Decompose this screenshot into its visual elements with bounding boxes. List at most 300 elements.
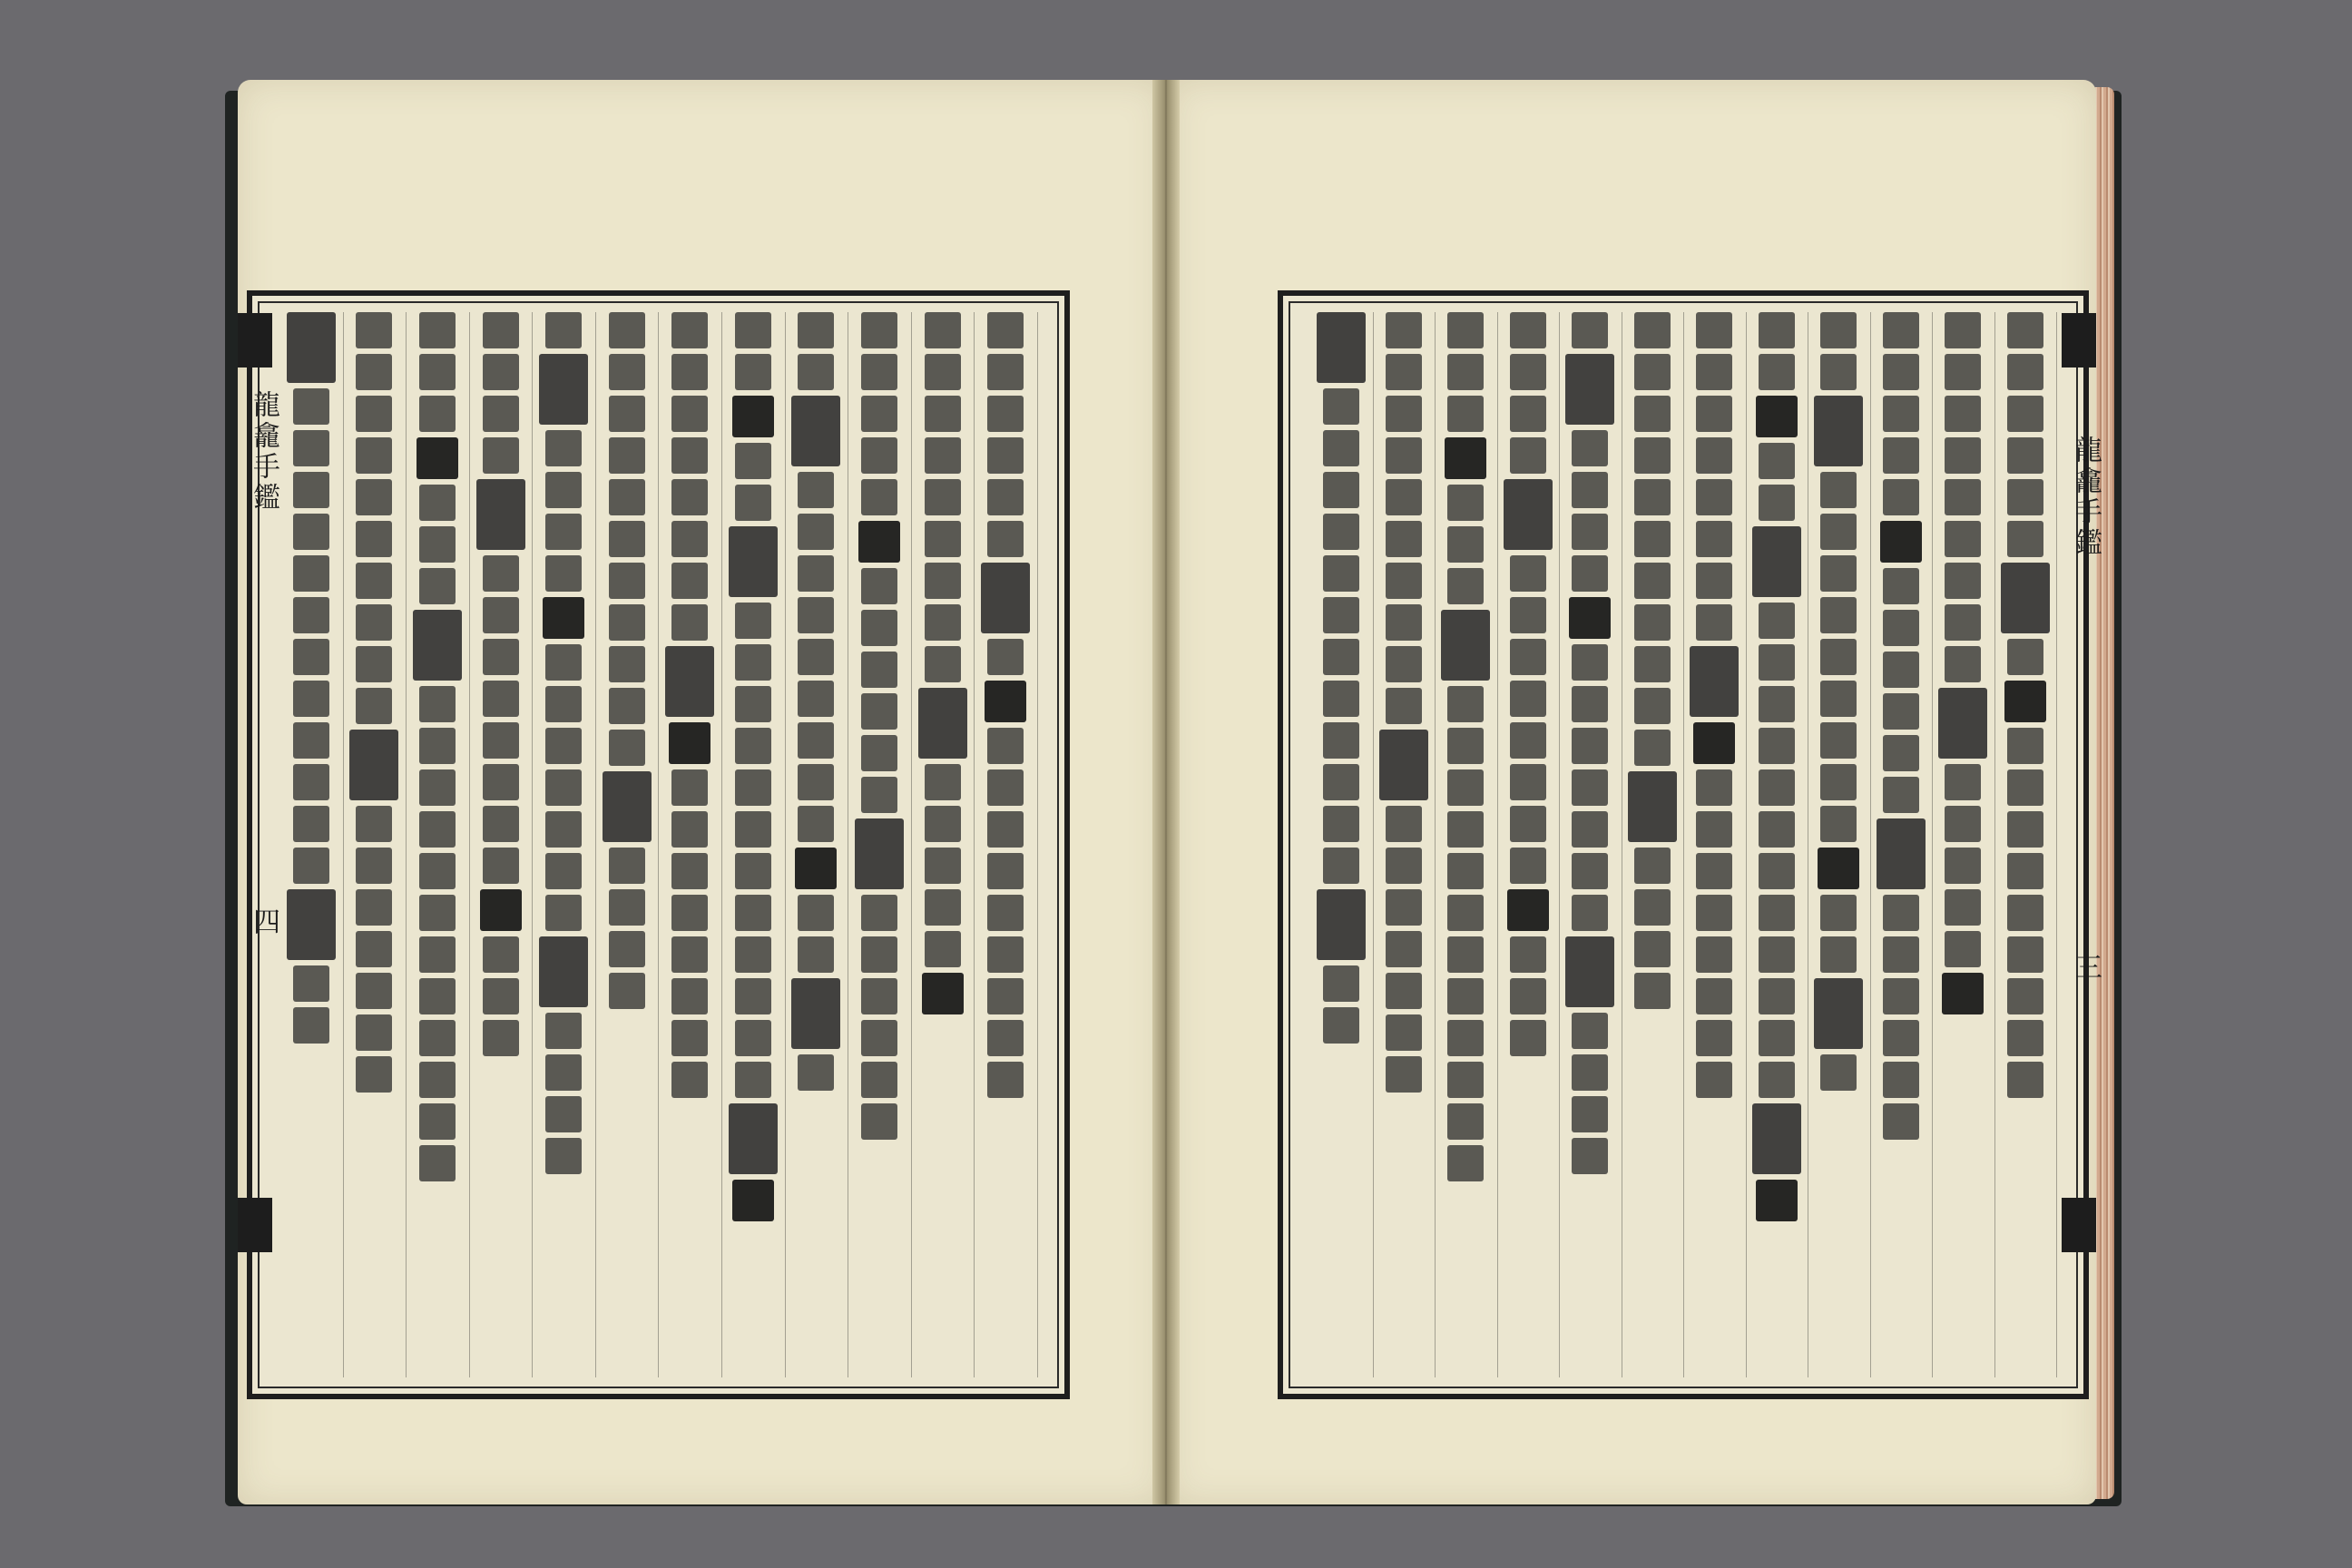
glyph-block (1759, 728, 1795, 764)
glyph-block (925, 646, 961, 682)
glyph-block (1634, 848, 1671, 884)
glyph-block (293, 1007, 329, 1044)
glyph-block (539, 354, 588, 425)
glyph-block (349, 730, 398, 800)
glyph-block (918, 688, 967, 759)
glyph-block (483, 848, 519, 884)
text-column (848, 312, 912, 1377)
glyph-block (293, 806, 329, 842)
glyph-block (356, 354, 392, 390)
glyph-block (1510, 936, 1546, 973)
glyph-block (293, 597, 329, 633)
glyph-block (1447, 1020, 1484, 1056)
glyph-block (419, 895, 456, 931)
glyph-block (1883, 1020, 1919, 1056)
glyph-block (861, 568, 897, 604)
glyph-block (798, 555, 834, 592)
text-column (974, 312, 1038, 1377)
glyph-block (419, 1020, 456, 1056)
glyph-block (416, 437, 458, 479)
right-margin-title: 龍龕手鑑 (2070, 436, 2102, 559)
left-fishtail-top (238, 313, 272, 368)
glyph-block (1507, 889, 1549, 931)
glyph-block (1572, 472, 1608, 508)
glyph-block (2001, 563, 2050, 633)
glyph-block (732, 396, 774, 437)
glyph-block (732, 1180, 774, 1221)
glyph-block (1447, 978, 1484, 1014)
glyph-block (609, 604, 645, 641)
glyph-block (798, 597, 834, 633)
glyph-block (1696, 1062, 1732, 1098)
glyph-block (2007, 396, 2043, 432)
glyph-block (987, 895, 1024, 931)
glyph-block (1945, 563, 1981, 599)
glyph-block (1820, 312, 1857, 348)
glyph-block (1696, 479, 1732, 515)
glyph-block (735, 769, 771, 806)
glyph-block (609, 730, 645, 766)
glyph-block (671, 521, 708, 557)
glyph-block (1634, 646, 1671, 682)
glyph-block (1634, 354, 1671, 390)
glyph-block (671, 479, 708, 515)
text-column (1808, 312, 1871, 1377)
glyph-block (1820, 639, 1857, 675)
glyph-block (1441, 610, 1490, 681)
glyph-block (735, 853, 771, 889)
glyph-block (1759, 686, 1795, 722)
glyph-block (1323, 965, 1359, 1002)
glyph-block (1945, 479, 1981, 515)
glyph-block (925, 312, 961, 348)
glyph-block (1510, 396, 1546, 432)
glyph-block (419, 978, 456, 1014)
glyph-block (925, 521, 961, 557)
glyph-block (356, 437, 392, 474)
glyph-block (545, 811, 582, 848)
glyph-block (1696, 604, 1732, 641)
text-column (1497, 312, 1561, 1377)
glyph-block (671, 811, 708, 848)
glyph-block (609, 521, 645, 557)
glyph-block (356, 1014, 392, 1051)
glyph-block (545, 686, 582, 722)
glyph-block (1696, 978, 1732, 1014)
glyph-block (1510, 806, 1546, 842)
glyph-block (925, 437, 961, 474)
glyph-block (1323, 514, 1359, 550)
glyph-block (545, 1013, 582, 1049)
glyph-block (1510, 978, 1546, 1014)
glyph-block (671, 978, 708, 1014)
glyph-block (483, 681, 519, 717)
glyph-block (1447, 769, 1484, 806)
glyph-block (1945, 646, 1981, 682)
glyph-block (1386, 604, 1422, 641)
glyph-block (1379, 730, 1428, 800)
glyph-block (1690, 646, 1739, 717)
glyph-block (1386, 806, 1422, 842)
glyph-block (293, 639, 329, 675)
glyph-block (293, 430, 329, 466)
glyph-block (1323, 1007, 1359, 1044)
glyph-block (483, 936, 519, 973)
glyph-block (2007, 354, 2043, 390)
glyph-block (483, 1020, 519, 1056)
glyph-block (671, 936, 708, 973)
glyph-block (1317, 312, 1366, 383)
right-text-frame (1278, 290, 2089, 1399)
glyph-block (1759, 1062, 1795, 1098)
glyph-block (1572, 430, 1608, 466)
glyph-block (1759, 443, 1795, 479)
right-margin-page-number: 三 (2070, 953, 2102, 984)
glyph-block (1569, 597, 1611, 639)
glyph-block (293, 555, 329, 592)
glyph-block (1945, 396, 1981, 432)
glyph-block (1572, 728, 1608, 764)
glyph-block (419, 686, 456, 722)
text-column (1559, 312, 1622, 1377)
glyph-block (287, 889, 336, 960)
glyph-block (1883, 568, 1919, 604)
glyph-block (293, 388, 329, 425)
glyph-block (1386, 1014, 1422, 1051)
glyph-block (293, 965, 329, 1002)
glyph-block (545, 312, 582, 348)
glyph-block (1386, 646, 1422, 682)
glyph-block (1386, 1056, 1422, 1093)
glyph-block (609, 688, 645, 724)
glyph-block (293, 472, 329, 508)
glyph-block (356, 604, 392, 641)
glyph-block (1572, 1096, 1608, 1132)
glyph-block (1565, 936, 1614, 1007)
glyph-block (1696, 895, 1732, 931)
glyph-block (671, 1020, 708, 1056)
right-fishtail-bottom (2062, 1198, 2096, 1252)
glyph-block (545, 1054, 582, 1091)
glyph-block (987, 728, 1024, 764)
glyph-block (1696, 1020, 1732, 1056)
glyph-block (1820, 895, 1857, 931)
glyph-block (1883, 1103, 1919, 1140)
glyph-block (925, 889, 961, 926)
glyph-block (609, 646, 645, 682)
glyph-block (1634, 437, 1671, 474)
glyph-block (985, 681, 1026, 722)
glyph-block (419, 396, 456, 432)
glyph-block (671, 1062, 708, 1098)
glyph-block (1386, 312, 1422, 348)
glyph-block (795, 848, 837, 889)
glyph-block (925, 764, 961, 800)
glyph-block (1510, 555, 1546, 592)
glyph-block (1634, 312, 1671, 348)
glyph-block (1883, 396, 1919, 432)
glyph-block (791, 978, 840, 1049)
glyph-block (1323, 639, 1359, 675)
glyph-block (1759, 895, 1795, 931)
glyph-block (735, 443, 771, 479)
glyph-block (609, 563, 645, 599)
glyph-block (1883, 777, 1919, 813)
glyph-block (2007, 639, 2043, 675)
glyph-block (545, 472, 582, 508)
glyph-block (419, 568, 456, 604)
glyph-block (1572, 686, 1608, 722)
glyph-block (861, 396, 897, 432)
glyph-block (1386, 973, 1422, 1009)
glyph-block (2007, 1020, 2043, 1056)
glyph-block (1447, 1062, 1484, 1098)
glyph-block (1883, 735, 1919, 771)
glyph-block (1572, 644, 1608, 681)
glyph-block (861, 1062, 897, 1098)
glyph-block (735, 686, 771, 722)
glyph-block (1323, 764, 1359, 800)
glyph-block (1572, 1013, 1608, 1049)
glyph-block (798, 1054, 834, 1091)
glyph-block (1447, 811, 1484, 848)
glyph-block (476, 479, 525, 550)
glyph-block (1504, 479, 1553, 550)
glyph-block (1447, 312, 1484, 348)
glyph-block (1759, 644, 1795, 681)
left-margin-title: 龍龕手鑑 (248, 390, 279, 514)
glyph-block (1323, 681, 1359, 717)
glyph-block (1634, 889, 1671, 926)
text-column (343, 312, 407, 1377)
glyph-block (2007, 728, 2043, 764)
glyph-block (419, 1145, 456, 1181)
glyph-block (671, 895, 708, 931)
glyph-block (2007, 1062, 2043, 1098)
glyph-block (798, 472, 834, 508)
glyph-block (356, 396, 392, 432)
glyph-block (1510, 639, 1546, 675)
glyph-block (735, 1062, 771, 1098)
glyph-block (1696, 936, 1732, 973)
glyph-block (1759, 485, 1795, 521)
glyph-block (671, 312, 708, 348)
glyph-block (609, 354, 645, 390)
glyph-block (1634, 396, 1671, 432)
glyph-block (1323, 848, 1359, 884)
glyph-block (1323, 430, 1359, 466)
glyph-block (1696, 354, 1732, 390)
glyph-block (2007, 312, 2043, 348)
glyph-block (609, 931, 645, 967)
glyph-block (1386, 688, 1422, 724)
glyph-block (1883, 936, 1919, 973)
glyph-block (1323, 555, 1359, 592)
glyph-block (861, 895, 897, 931)
glyph-block (1572, 1138, 1608, 1174)
glyph-block (483, 312, 519, 348)
glyph-block (1820, 514, 1857, 550)
glyph-block (483, 978, 519, 1014)
glyph-block (356, 312, 392, 348)
glyph-block (545, 555, 582, 592)
glyph-block (1510, 597, 1546, 633)
left-margin-page-number: 四 (248, 907, 279, 938)
text-column (911, 312, 975, 1377)
glyph-block (1696, 396, 1732, 432)
glyph-block (609, 396, 645, 432)
glyph-block (1634, 563, 1671, 599)
glyph-block (987, 639, 1024, 675)
glyph-block (1572, 312, 1608, 348)
glyph-block (1820, 722, 1857, 759)
glyph-block (987, 396, 1024, 432)
glyph-block (1386, 396, 1422, 432)
glyph-block (1693, 722, 1735, 764)
glyph-block (798, 681, 834, 717)
glyph-block (1317, 889, 1366, 960)
text-column (1683, 312, 1747, 1377)
glyph-block (2007, 853, 2043, 889)
glyph-block (1752, 1103, 1801, 1174)
glyph-block (1634, 688, 1671, 724)
glyph-block (861, 354, 897, 390)
glyph-block (671, 769, 708, 806)
glyph-block (1447, 686, 1484, 722)
glyph-block (545, 644, 582, 681)
glyph-block (861, 479, 897, 515)
glyph-block (2007, 521, 2043, 557)
glyph-block (735, 354, 771, 390)
glyph-block (293, 681, 329, 717)
glyph-block (545, 728, 582, 764)
glyph-block (1883, 354, 1919, 390)
text-column (279, 312, 344, 1377)
glyph-block (1447, 485, 1484, 521)
glyph-block (1696, 312, 1732, 348)
glyph-block (1447, 1103, 1484, 1140)
glyph-block (1510, 437, 1546, 474)
glyph-block (545, 1096, 582, 1132)
text-column (406, 312, 470, 1377)
glyph-block (356, 806, 392, 842)
glyph-block (671, 604, 708, 641)
glyph-block (861, 437, 897, 474)
glyph-block (861, 693, 897, 730)
glyph-block (671, 853, 708, 889)
glyph-block (483, 396, 519, 432)
glyph-block (1945, 354, 1981, 390)
glyph-block (671, 396, 708, 432)
glyph-block (925, 354, 961, 390)
glyph-block (1820, 681, 1857, 717)
glyph-block (1565, 354, 1614, 425)
glyph-block (798, 895, 834, 931)
glyph-block (1386, 931, 1422, 967)
glyph-block (603, 771, 652, 842)
glyph-block (1820, 806, 1857, 842)
glyph-block (1942, 973, 1984, 1014)
glyph-block (1759, 603, 1795, 639)
glyph-block (858, 521, 900, 563)
glyph-block (1696, 563, 1732, 599)
glyph-block (1820, 936, 1857, 973)
glyph-block (922, 973, 964, 1014)
glyph-block (798, 722, 834, 759)
glyph-block (1883, 1062, 1919, 1098)
glyph-block (413, 610, 462, 681)
text-column (1622, 312, 1685, 1377)
glyph-block (419, 312, 456, 348)
glyph-block (925, 396, 961, 432)
glyph-block (669, 722, 710, 764)
glyph-block (791, 396, 840, 466)
glyph-block (735, 811, 771, 848)
glyph-block (798, 806, 834, 842)
glyph-block (1572, 1054, 1608, 1091)
glyph-block (1945, 437, 1981, 474)
glyph-block (1877, 818, 1926, 889)
glyph-block (735, 312, 771, 348)
glyph-block (1634, 730, 1671, 766)
glyph-block (1759, 312, 1795, 348)
glyph-block (987, 811, 1024, 848)
glyph-block (1696, 811, 1732, 848)
glyph-block (1945, 806, 1981, 842)
glyph-block (987, 978, 1024, 1014)
glyph-block (483, 354, 519, 390)
glyph-block (1820, 555, 1857, 592)
glyph-block (1945, 848, 1981, 884)
glyph-block (356, 521, 392, 557)
glyph-block (480, 889, 522, 931)
glyph-block (356, 646, 392, 682)
glyph-block (987, 769, 1024, 806)
glyph-block (665, 646, 714, 717)
glyph-block (419, 526, 456, 563)
glyph-block (735, 936, 771, 973)
glyph-block (981, 563, 1030, 633)
glyph-block (1634, 931, 1671, 967)
glyph-block (1323, 597, 1359, 633)
glyph-block (419, 811, 456, 848)
glyph-block (925, 806, 961, 842)
glyph-block (609, 312, 645, 348)
glyph-block (1820, 472, 1857, 508)
glyph-block (1386, 848, 1422, 884)
glyph-block (419, 853, 456, 889)
glyph-block (419, 354, 456, 390)
book-gutter (1152, 80, 1180, 1504)
glyph-block (545, 853, 582, 889)
glyph-block (1447, 526, 1484, 563)
glyph-block (293, 514, 329, 550)
glyph-block (483, 437, 519, 474)
glyph-block (1696, 853, 1732, 889)
glyph-block (1759, 978, 1795, 1014)
text-column (1310, 312, 1374, 1377)
glyph-block (2004, 681, 2046, 722)
glyph-block (1883, 652, 1919, 688)
glyph-block (356, 479, 392, 515)
glyph-block (861, 735, 897, 771)
text-column (469, 312, 534, 1377)
glyph-block (1386, 889, 1422, 926)
text-column (1870, 312, 1934, 1377)
glyph-block (545, 895, 582, 931)
glyph-block (1445, 437, 1486, 479)
glyph-block (2007, 895, 2043, 931)
